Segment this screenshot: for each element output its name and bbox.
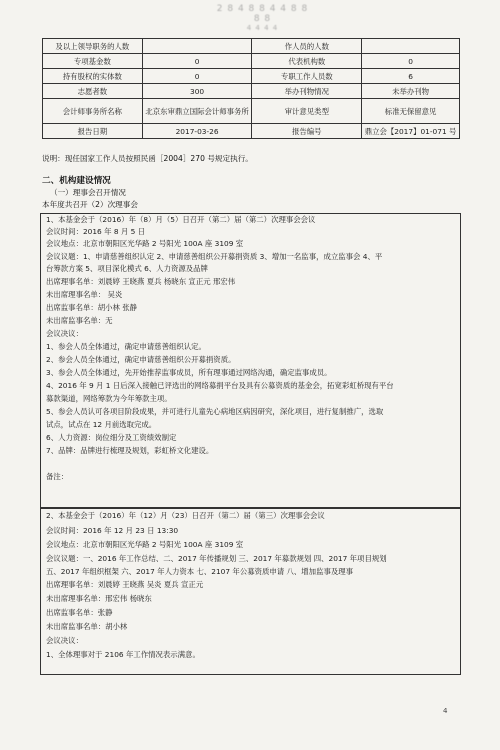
meeting-line: 未出席理事名单： 吴炎	[46, 290, 123, 299]
meeting-line: 1、参会人员全体通过，确定申请慈善组织认定。	[46, 342, 206, 351]
table-row	[43, 69, 460, 84]
meeting-line: 会议议题：1、申请慈善组织认定 2、申请慈善组织公开募捐资质 3、增加一名监事，成立监事会 4、平	[46, 252, 383, 261]
meeting-line: 会议时间：2016 年 8 月 5 日	[46, 227, 146, 236]
meeting-line: 台筹款方案 5、项目深化模式 6、人力资源及品牌	[46, 264, 208, 273]
table-cell: 专职工作人员数	[252, 69, 362, 84]
table-cell: 0	[142, 54, 252, 69]
meeting-line: 会议地点：北京市朝阳区光华路 2 号阳光 100A 座 3109 室	[46, 239, 244, 248]
meeting-line: 6、人力资源：岗位细分及工资绩效制定	[46, 433, 177, 442]
meeting-line: 2、参会人员全体通过，确定申请慈善组织公开募捐资质。	[46, 355, 236, 364]
table-cell: 报告编号	[252, 124, 362, 139]
meeting-line: 会议决议：	[46, 329, 83, 338]
table-cell: 作人员的人数	[252, 39, 362, 54]
table-cell: 报告日期	[43, 124, 143, 139]
meeting-notes-label: 备注：	[46, 472, 69, 481]
meeting-line: 1、本基金会于（2016）年（8）月（5）日召开（第二）届（第二）次理事会会议	[46, 215, 316, 224]
table-cell: 北京东审鼎立国际会计师事务所	[142, 99, 252, 124]
info-table	[42, 38, 460, 139]
meeting-count: 本年度共召开（2）次理事会	[42, 200, 138, 209]
meeting-line: 4、2016 年 9 月 1 日后深入接触已评选出的网络募捐平台及具有公募资质的基金会，拓宽彩虹桥现有平台	[46, 381, 394, 390]
table-cell: 鼎立会【2017】01-071 号	[362, 124, 460, 139]
meeting-line: 五、2017 年组织框架 六、2017 年人力资本 七、2107 年公募资质申请 八、增加监事及理事	[46, 567, 354, 576]
meeting-line: 未出席理事名单：邢宏伟 杨晓东	[46, 594, 152, 603]
table-cell: 审计意见类型	[252, 99, 362, 124]
section-title: 二、机构建设情况	[42, 176, 111, 186]
meeting-line: 未出席监事名单：胡小林	[46, 622, 128, 631]
meeting-1-box	[40, 213, 461, 508]
table-cell: 志愿者数	[43, 84, 143, 99]
table-row	[43, 39, 460, 54]
table-cell: 持有股权的实体数	[43, 69, 143, 84]
table-cell: 会计师事务所名称	[43, 99, 143, 124]
table-cell: 代表机构数	[252, 54, 362, 69]
table-cell: 举办刊物情况	[252, 84, 362, 99]
meeting-line: 5、参会人员认可各项目阶段成果，并可进行儿童先心病地区病因研究，深化项目，进行复制推广，选取	[46, 407, 384, 416]
meeting-line: 会议决议：	[46, 636, 83, 645]
table-cell	[362, 39, 460, 54]
table-cell: 及以上领导职务的人数	[43, 39, 143, 54]
page-number: 4	[443, 707, 448, 715]
meeting-line: 出席监事名单：张静	[46, 608, 113, 617]
meeting-2-box	[40, 508, 461, 675]
table-row	[43, 54, 460, 69]
meeting-line: 2、本基金会于（2016）年（12）月（23）日召开（第二）届（第三）次理事会会议	[46, 511, 325, 520]
meeting-line: 出席监事名单：胡小林 张静	[46, 303, 138, 312]
meeting-line: 出席理事名单：刘晨婷 王晓燕 吴炎 夏兵 宣正元	[46, 580, 204, 589]
header-smudge: 2 8 4 8 8 4 4 8 8 8 8 4 4 4 4	[216, 4, 309, 32]
meeting-line: 会议议题：一、2016 年工作总结、二、2017 年传播规划 三、2017 年募款规划 四、2017 年项目规划	[46, 554, 387, 563]
table-row	[43, 84, 460, 99]
table-cell: 未举办刊物	[362, 84, 460, 99]
table-row	[43, 124, 460, 139]
meeting-line: 未出席监事名单：无	[46, 316, 113, 325]
meeting-line: 试点，试点在 12 月前选取完成。	[46, 420, 157, 429]
table-cell: 300	[142, 84, 252, 99]
meeting-line: 会议地点：北京市朝阳区光华路 2 号阳光 100A 座 3109 室	[46, 540, 244, 549]
table-cell: 2017-03-26	[142, 124, 252, 139]
meeting-line: 出席理事名单：刘晨婷 王晓燕 夏兵 杨晓东 宣正元 邢宏伟	[46, 277, 236, 286]
meeting-line: 1、全体理事对于 2106 年工作情况表示满意。	[46, 650, 200, 659]
meeting-line: 7、品牌：品牌进行梳理及规划，彩虹桥文化建设。	[46, 446, 214, 455]
subsection-title: （一）理事会召开情况	[50, 188, 126, 197]
table-cell: 0	[362, 54, 460, 69]
table-row	[43, 99, 460, 124]
table-cell	[142, 39, 252, 54]
table-cell: 6	[362, 69, 460, 84]
table-cell: 标准无保留意见	[362, 99, 460, 124]
table-note: 说明：现任国家工作人员按照民函［2004］270 号规定执行。	[42, 154, 253, 163]
meeting-line: 会议时间：2016 年 12 月 23 日 13:30	[46, 526, 179, 535]
meeting-line: 3、参会人员全体通过，先开始推荐监事成员，所有理事通过网络沟通，确定监事成员。	[46, 368, 332, 377]
table-cell: 专项基金数	[43, 54, 143, 69]
table-cell: 0	[142, 69, 252, 84]
meeting-line: 募款渠道，网络筹款为今年筹款主项。	[46, 394, 172, 403]
